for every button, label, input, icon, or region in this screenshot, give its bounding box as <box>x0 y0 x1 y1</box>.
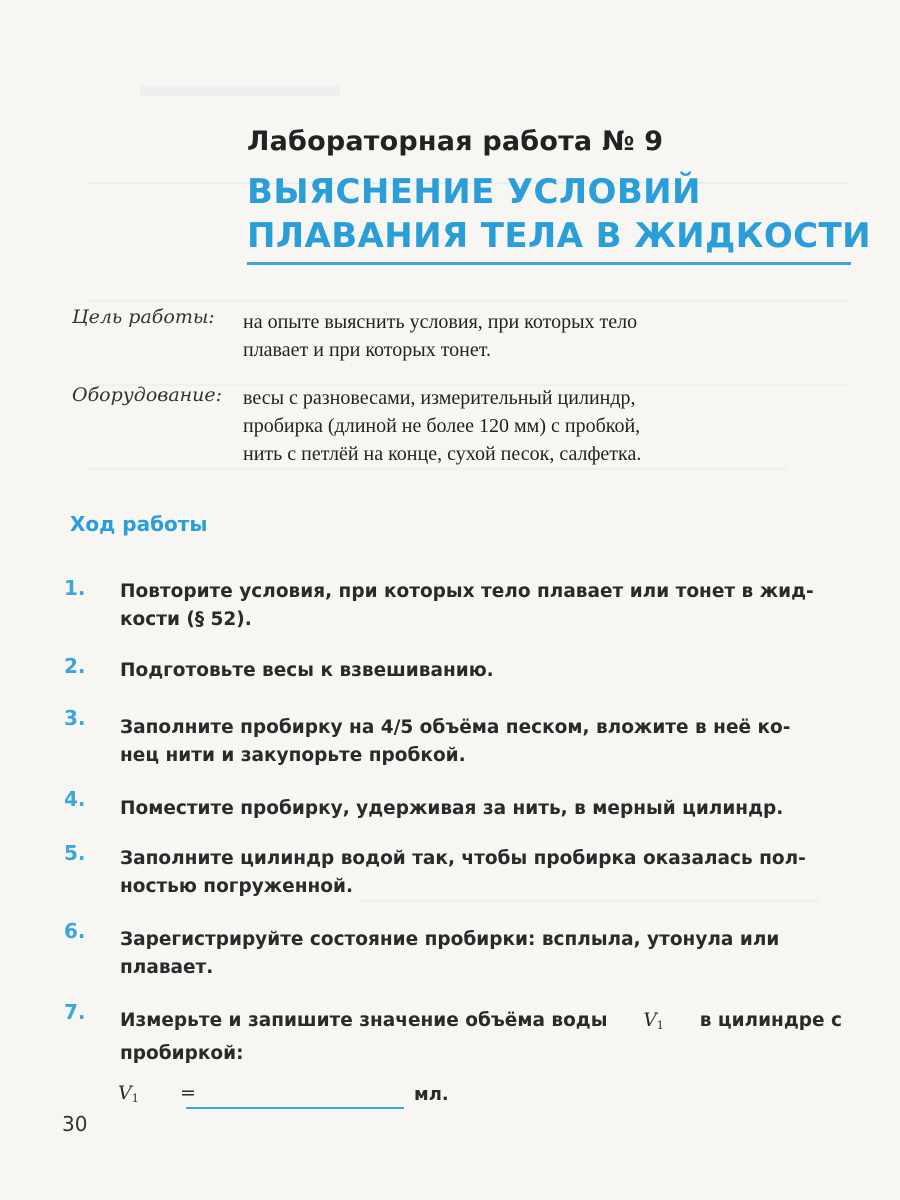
show-through-artifact <box>88 468 788 470</box>
show-through-artifact <box>88 300 848 302</box>
step-line: нец нити и закупорьте пробкой. <box>120 745 466 766</box>
answer-variable: $V_1$ <box>118 1082 139 1105</box>
step-line-part: в цилиндре с <box>699 1010 842 1031</box>
step-line-part: Измерьте и запишите значение объёма воды <box>120 1010 608 1031</box>
step-number: 7. <box>64 1000 86 1024</box>
equipment-line: пробирка (длиной не более 120 мм) с пробкой, <box>243 415 641 437</box>
step-number: 3. <box>64 706 86 730</box>
step-number: 6. <box>64 919 86 943</box>
step-line: пробиркой: <box>120 1043 244 1064</box>
step-number: 2. <box>64 654 86 678</box>
lab-title-line: ПЛАВАНИЯ ТЕЛА В ЖИДКОСТИ <box>247 216 871 256</box>
step-line: Подготовьте весы к взвешиванию. <box>120 660 494 681</box>
step-line: плавает. <box>120 957 214 978</box>
equipment-line: весы с разновесами, измерительный цилиндр, <box>243 387 636 409</box>
lab-title-line: ВЫЯСНЕНИЕ УСЛОВИЙ <box>247 172 701 212</box>
step-line: ностью погруженной. <box>120 876 353 897</box>
step-text <box>120 795 842 823</box>
step-line: Зарегистрируйте состояние пробирки: всплыла, утонула или <box>120 929 780 950</box>
step-line <box>120 1007 842 1040</box>
step-text <box>120 578 842 634</box>
equipment-line: нить с петлёй на конце, сухой песок, салфетка. <box>243 443 642 465</box>
step-number: 4. <box>64 787 86 811</box>
show-through-artifact <box>140 86 340 96</box>
step-line: Заполните цилиндр водой так, чтобы пробирка оказалась пол- <box>120 848 806 869</box>
goal-line: плавает и при которых тонет. <box>243 339 491 361</box>
step-text <box>120 714 842 770</box>
answer-unit: мл. <box>414 1084 449 1105</box>
goal-label: Цель работы: <box>72 306 215 328</box>
page-number: 30 <box>62 1112 88 1136</box>
lab-title <box>247 170 871 258</box>
step-line: Заполните пробирку на 4/5 объёма песком, вложите в неё ко- <box>120 717 791 738</box>
procedure-heading: Ход работы <box>70 512 208 536</box>
volume-variable: $V_1$ <box>643 1010 664 1032</box>
step-text <box>120 657 842 685</box>
goal-line: на опыте выяснить условия, при которых тело <box>243 311 638 333</box>
step-line: Поместите пробирку, удерживая за нить, в мерный цилиндр. <box>120 798 784 819</box>
step-line: кости (§ 52). <box>120 609 252 630</box>
step-line: Повторите условия, при которых тело плавает или тонет в жид- <box>120 581 814 602</box>
equipment-label: Оборудование: <box>72 384 223 406</box>
step-text <box>120 1007 842 1068</box>
equipment-text <box>243 384 641 468</box>
answer-equals: = <box>180 1082 196 1104</box>
lab-number: Лабораторная работа № 9 <box>247 126 664 157</box>
step-number: 1. <box>64 576 86 600</box>
step-text <box>120 926 842 982</box>
answer-blank-line[interactable] <box>186 1107 404 1109</box>
step-number: 5. <box>64 841 86 865</box>
title-underline <box>247 262 851 265</box>
goal-text <box>243 308 637 364</box>
step-text <box>120 845 842 901</box>
